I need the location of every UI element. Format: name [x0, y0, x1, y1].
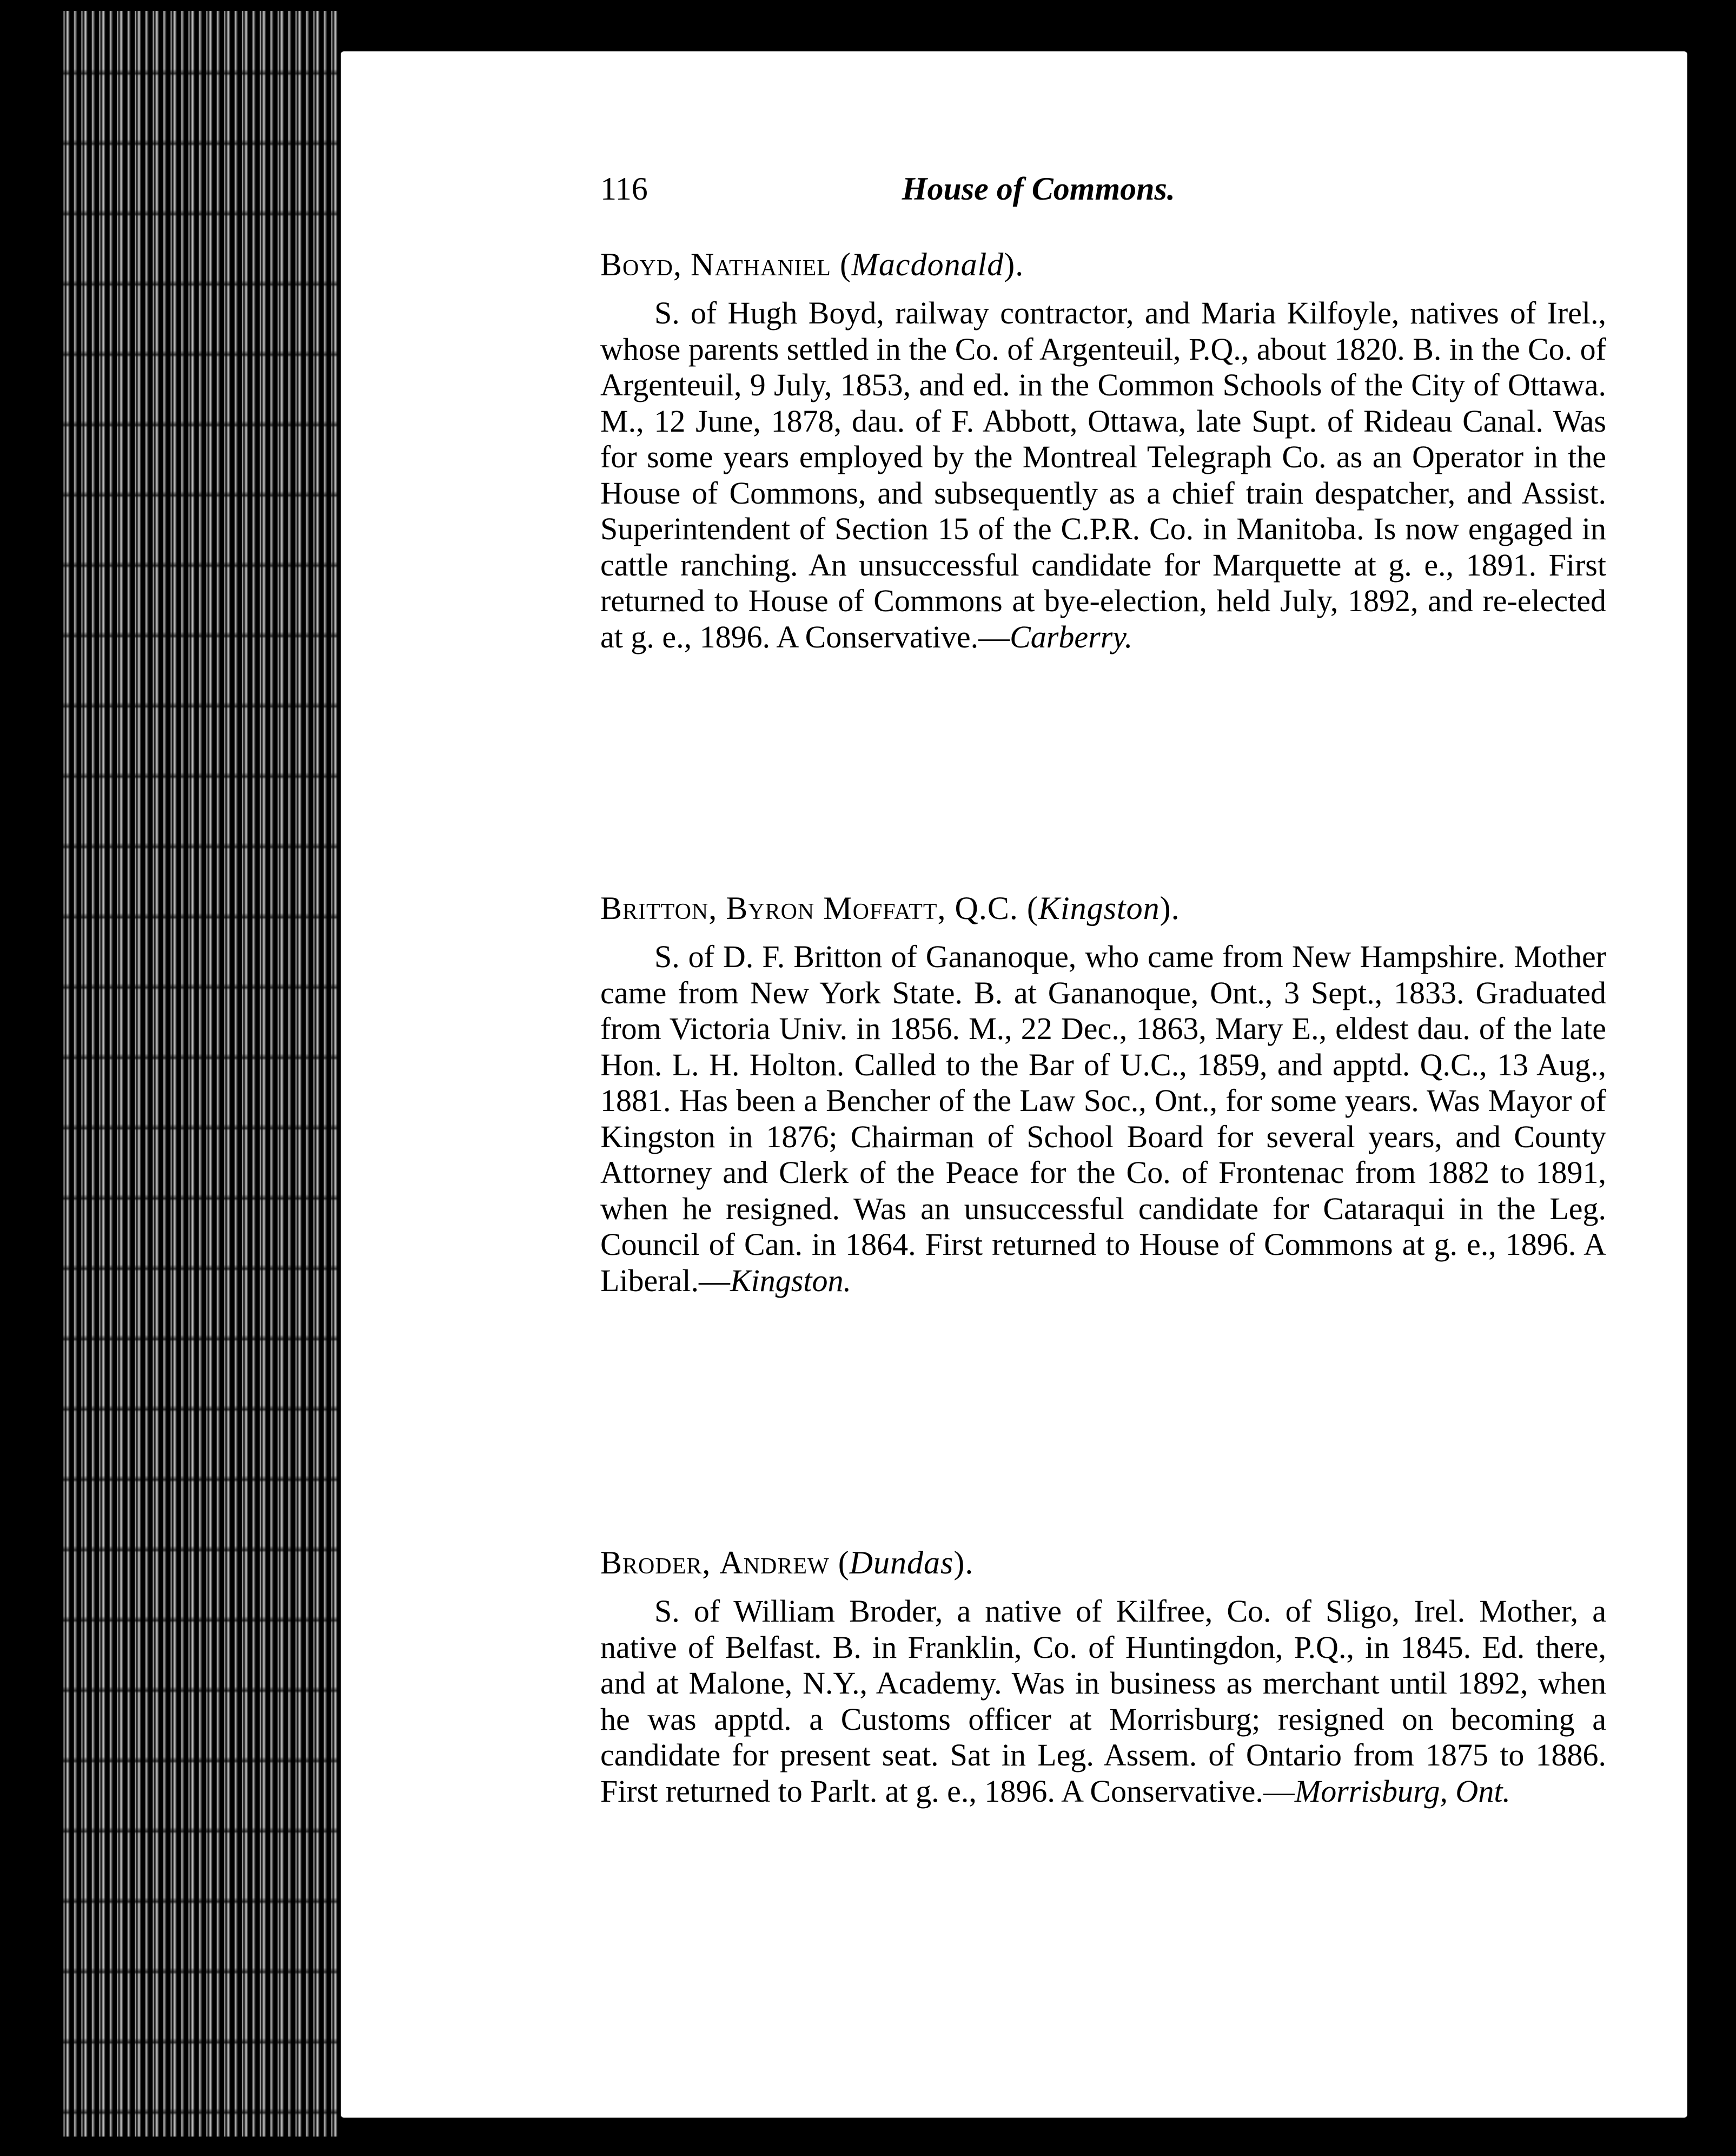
entry-body-text: S. of Hugh Boyd, railway contractor, and Maria Kilfoyle, natives of Irel., whose parents settled in the Co. of Argenteuil, P.Q., about 1820. B. in the Co. of Argenteuil, 9 July, 1853, and ed. in the Common Schools of the City of Ottawa. M., 12 June, 1878, dau. of F. Abbott, Ottawa, late Supt. of Rideau Canal. Was for some years employed by the Montreal Telegraph Co. as an Operator in the House of Commons, and subsequently as a chief train despatcher, and Assist. Superintendent of Section 15 of the C.P.R. Co. in Manitoba. Is now engaged in cattle ranching. An unsuccessful candidate for Marquette at g. e., 1891. First returned to House of Commons at bye-election, held July, 1892, and re-elected at g. e., 1896. A Conservative.— — [600, 295, 1606, 654]
biography-entry-boyd — [600, 246, 1606, 655]
entry-surname: Broder — [600, 1545, 703, 1580]
entry-given-names: Byron Moffatt — [726, 890, 938, 926]
page-number: 116 — [600, 171, 648, 207]
biography-entry-britton — [600, 890, 1606, 1299]
entry-residence: Kingston. — [730, 1262, 851, 1298]
entry-given-names: Andrew — [719, 1545, 830, 1580]
entry-body-text: S. of D. F. Britton of Gananoque, who came from New Hampshire. Mother came from New York State. B. at Gananoque, Ont., 3 Sept., 1833. Graduated from Victoria Univ. in 1856. M., 22 Dec., 1863, Mary E., eldest dau. of the late Hon. L. H. Holton. Called to the Bar of U.C., 1859, and apptd. Q.C., 13 Aug., 1881. Has been a Bencher of the Law Soc., Ont., for some years. Was Mayor of Kingston in 1876; Chairman of School Board for several years, and County Attorney and Clerk of the Peace for the Co. of Frontenac from 1882 to 1891, when he resigned. Was an unsuccessful candidate for Cataraqui in the Leg. Council of Can. in 1864. First returned to House of Commons at g. e., 1896. A Liberal.— — [600, 939, 1606, 1298]
page-header — [600, 170, 1606, 208]
entry-suffix: , Q.C. — [937, 890, 1018, 926]
running-title: House of Commons. — [902, 171, 1175, 207]
entry-surname: Boyd — [600, 247, 674, 282]
entry-body-text: S. of William Broder, a native of Kilfree, Co. of Sligo, Irel. Mother, a native of Belfast. B. in Franklin, Co. of Huntingdon, P.Q., in 1845. Ed. there, and at Malone, N.Y., Academy. Was in business as merchant until 1892, when he was apptd. a Customs officer at Morrisburg; resigned on becoming a candidate for present seat. Sat in Leg. Assem. of Ontario from 1875 to 1886. First returned to Parlt. at g. e., 1896. A Conservative.— — [600, 1593, 1606, 1809]
entry-constituency: Kingston — [1038, 890, 1160, 926]
entry-body — [600, 939, 1606, 1299]
entry-constituency: Dundas — [849, 1545, 954, 1580]
entry-residence: Morrisburg, Ont. — [1294, 1773, 1510, 1809]
entry-residence: Carberry. — [1010, 619, 1133, 654]
entry-heading: Broder, Andrew (Dundas). — [600, 1545, 974, 1580]
entry-body — [600, 1593, 1606, 1809]
entry-constituency: Macdonald — [851, 247, 1004, 282]
book-page — [341, 51, 1687, 2118]
entry-surname: Britton — [600, 890, 709, 926]
entry-heading: Britton, Byron Moffatt, Q.C. (Kingston). — [600, 890, 1180, 926]
book-spine-edge — [59, 11, 341, 2137]
entry-body — [600, 295, 1606, 655]
entry-given-names: Nathaniel — [691, 247, 831, 282]
biography-entry-broder — [600, 1544, 1606, 1809]
entry-heading: Boyd, Nathaniel (Macdonald). — [600, 247, 1024, 282]
